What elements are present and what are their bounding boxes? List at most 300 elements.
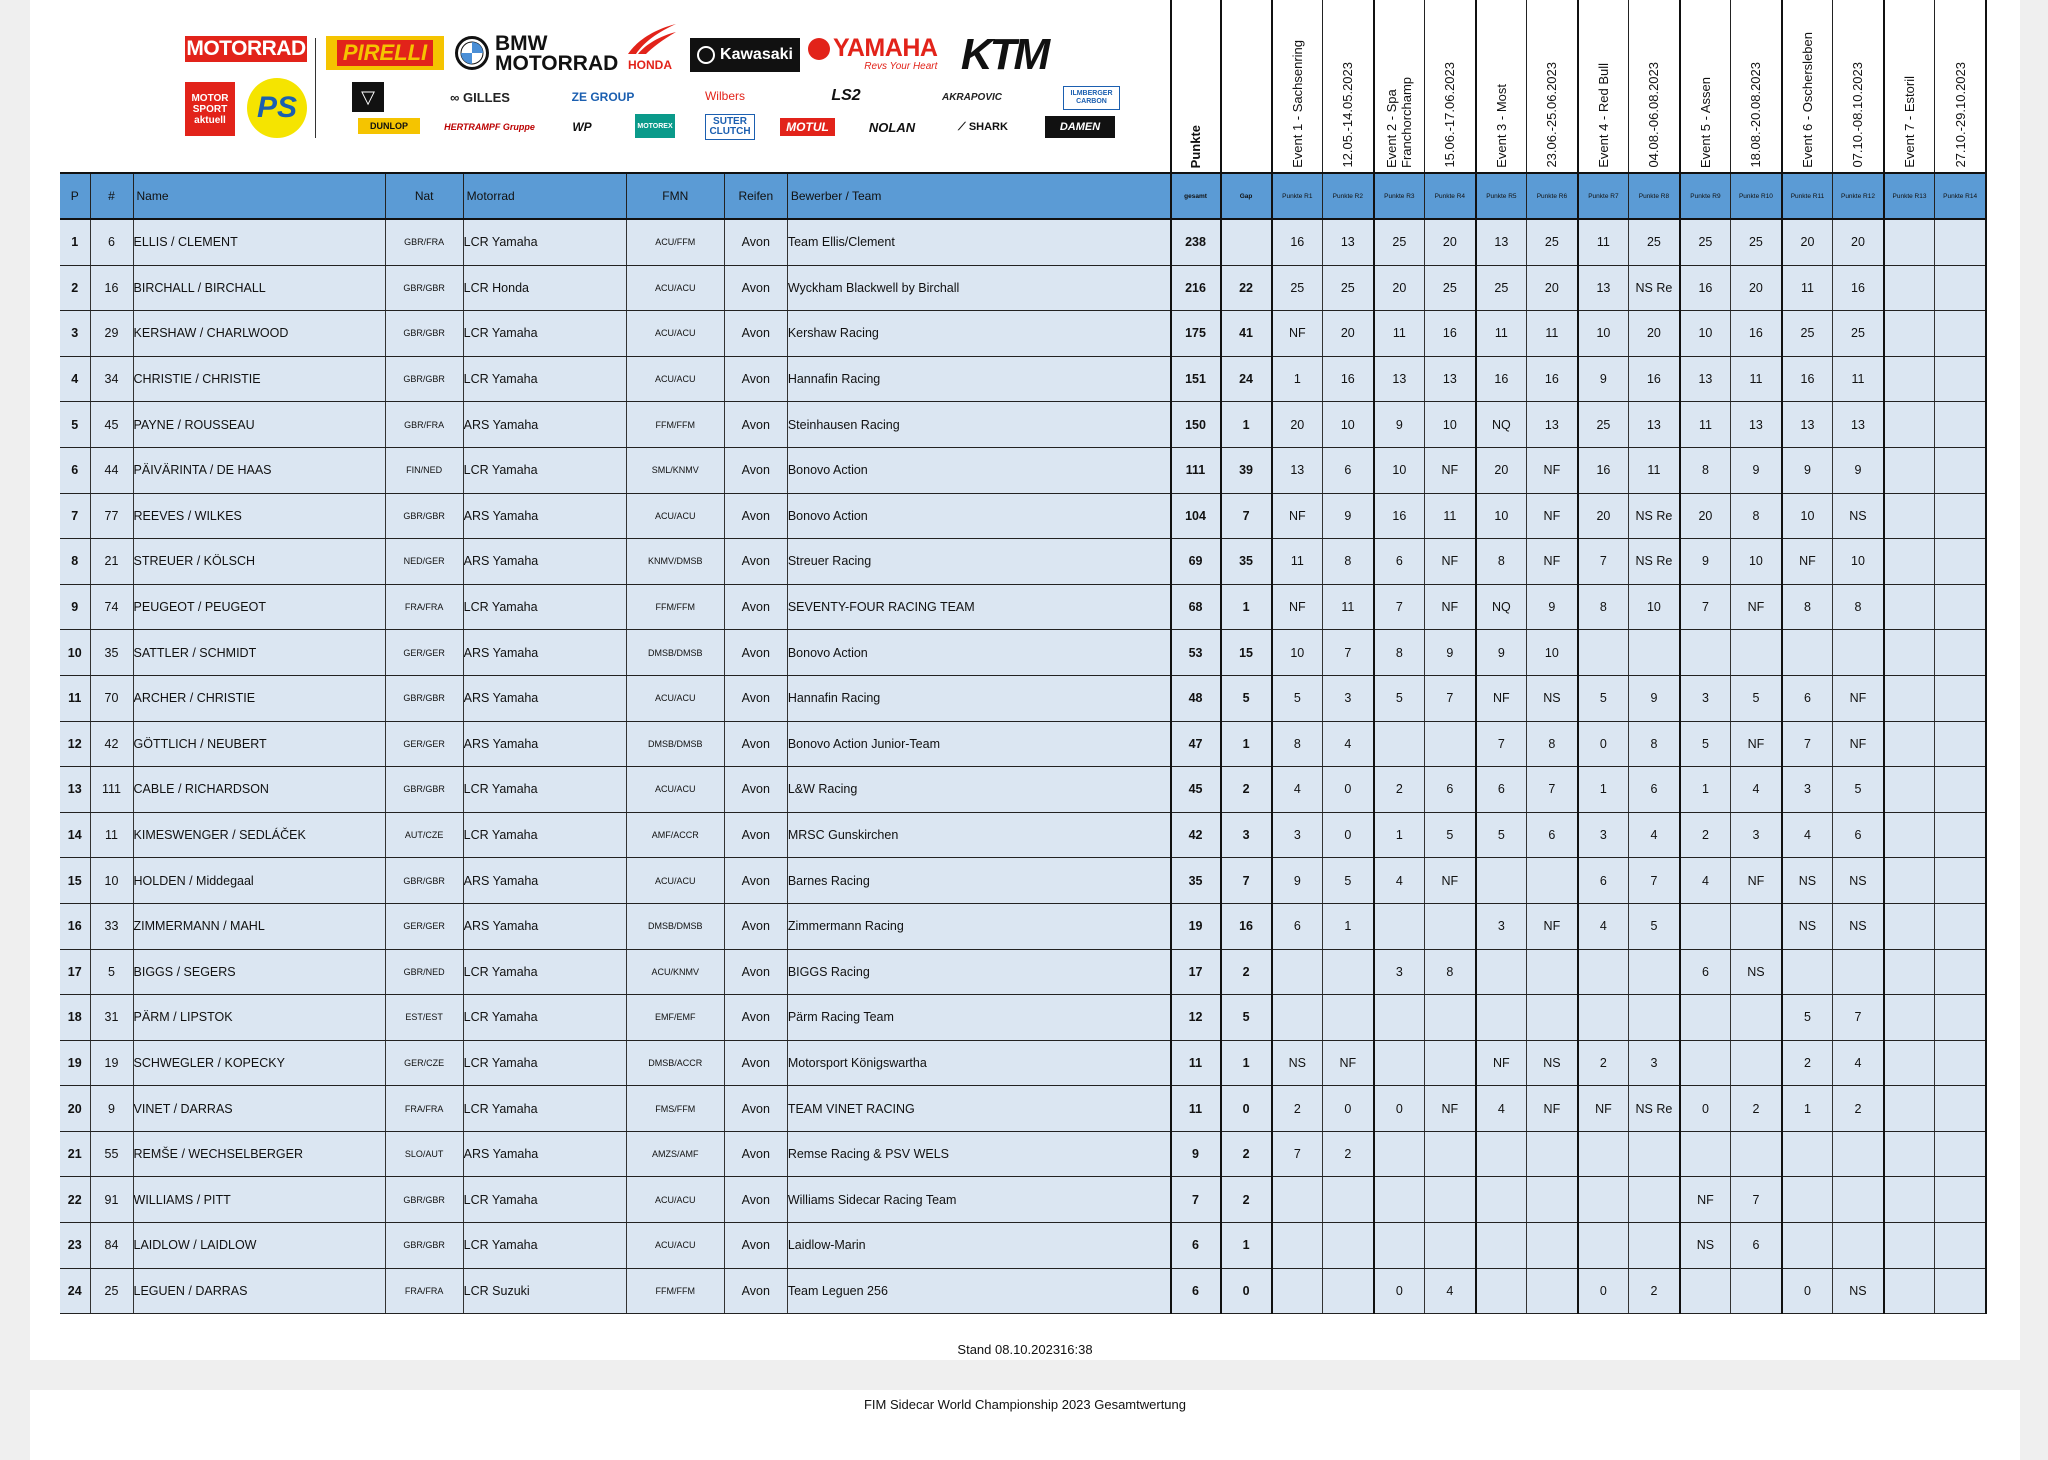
table-row [60, 311, 1986, 357]
fmn-cell: DMSB/DMSB [626, 630, 724, 676]
race-points-cell: 5 [1731, 675, 1782, 721]
race-points-cell: 11 [1425, 493, 1476, 539]
race-points-cell: 9 [1578, 356, 1629, 402]
reifen-cell: Avon [724, 903, 787, 949]
col-r5: Punkte R5 [1476, 173, 1527, 219]
race-points-cell: 13 [1629, 402, 1680, 448]
position-cell: 4 [60, 356, 90, 402]
race-points-cell: NS [1833, 493, 1884, 539]
nat-cell: EST/EST [385, 995, 463, 1041]
race-points-cell [1578, 1223, 1629, 1269]
number-cell: 11 [90, 812, 133, 858]
race-points-cell [1782, 630, 1833, 676]
race-points-cell [1884, 1040, 1935, 1086]
race-points-cell: 1 [1680, 767, 1731, 813]
race-points-cell: 3 [1476, 903, 1527, 949]
col-reifen: Reifen [724, 173, 787, 219]
position-cell: 6 [60, 447, 90, 493]
race-points-cell: 3 [1323, 675, 1374, 721]
name-cell: ARCHER / CHRISTIE [133, 675, 385, 721]
race-points-cell: 13 [1680, 356, 1731, 402]
race-points-cell: 8 [1425, 949, 1476, 995]
team-cell: Bonovo Action [787, 447, 1170, 493]
race-points-cell: 9 [1374, 402, 1425, 448]
race-points-cell: 10 [1731, 539, 1782, 585]
name-cell: WILLIAMS / PITT [133, 1177, 385, 1223]
name-cell: LAIDLOW / LAIDLOW [133, 1223, 385, 1269]
race-points-cell: 4 [1272, 767, 1323, 813]
column-header-row [60, 173, 1986, 219]
race-points-cell: 25 [1731, 219, 1782, 265]
table-row [60, 1223, 1986, 1269]
name-cell: CHRISTIE / CHRISTIE [133, 356, 385, 402]
number-cell: 74 [90, 584, 133, 630]
race-points-cell [1731, 903, 1782, 949]
event-4-header: Event 4 - Red Bull [1578, 0, 1629, 173]
race-points-cell: 10 [1527, 630, 1578, 676]
race-points-cell: 8 [1680, 447, 1731, 493]
motorrad-cell: LCR Honda [463, 265, 626, 311]
race-points-cell: NF [1425, 447, 1476, 493]
race-points-cell [1833, 1223, 1884, 1269]
nat-cell: GBR/GBR [385, 675, 463, 721]
number-cell: 35 [90, 630, 133, 676]
position-cell: 8 [60, 539, 90, 585]
fmn-cell: ACU/ACU [626, 311, 724, 357]
motorrad-cell: LCR Yamaha [463, 311, 626, 357]
team-cell: Williams Sidecar Racing Team [787, 1177, 1170, 1223]
race-points-cell: 9 [1782, 447, 1833, 493]
reifen-cell: Avon [724, 812, 787, 858]
race-points-cell [1425, 1223, 1476, 1269]
number-cell: 25 [90, 1268, 133, 1314]
motorrad-cell: ARS Yamaha [463, 493, 626, 539]
triumph-icon: ▽ [352, 82, 384, 112]
race-points-cell: 20 [1782, 219, 1833, 265]
number-cell: 55 [90, 1131, 133, 1177]
race-points-cell [1935, 311, 1986, 357]
race-points-cell: 5 [1272, 675, 1323, 721]
race-points-cell: 16 [1680, 265, 1731, 311]
table-row [60, 1131, 1986, 1177]
total-points-cell: 175 [1171, 311, 1221, 357]
race-points-cell: 13 [1833, 402, 1884, 448]
race-points-cell [1884, 265, 1935, 311]
name-cell: PÄIVÄRINTA / DE HAAS [133, 447, 385, 493]
race-points-cell: 10 [1374, 447, 1425, 493]
name-cell: GÖTTLICH / NEUBERT [133, 721, 385, 767]
number-cell: 42 [90, 721, 133, 767]
event-1-dates: 12.05.-14.05.2023 [1323, 0, 1374, 173]
team-cell: Bonovo Action [787, 493, 1170, 539]
motorrad-cell: LCR Yamaha [463, 949, 626, 995]
race-points-cell: NF [1731, 584, 1782, 630]
motorrad-cell: ARS Yamaha [463, 858, 626, 904]
race-points-cell: 20 [1629, 311, 1680, 357]
number-cell: 33 [90, 903, 133, 949]
race-points-cell: 25 [1374, 219, 1425, 265]
race-points-cell [1629, 949, 1680, 995]
team-cell: Laidlow-Marin [787, 1223, 1170, 1269]
race-points-cell: 1 [1578, 767, 1629, 813]
race-points-cell [1935, 1131, 1986, 1177]
race-points-cell: 1 [1782, 1086, 1833, 1132]
race-points-cell: 16 [1578, 447, 1629, 493]
race-points-cell [1935, 721, 1986, 767]
yamaha-logo: YAMAHA Revs Your Heart [808, 34, 937, 72]
race-points-cell: NS Re [1629, 493, 1680, 539]
wp-suspension-logo: WP [572, 120, 592, 134]
team-cell: Kershaw Racing [787, 311, 1170, 357]
team-cell: Hannafin Racing [787, 675, 1170, 721]
fmn-cell: AMZS/AMF [626, 1131, 724, 1177]
race-points-cell: 7 [1629, 858, 1680, 904]
table-row [60, 447, 1986, 493]
race-points-cell [1731, 995, 1782, 1041]
race-points-cell: 5 [1374, 675, 1425, 721]
ilmberger-logo: ILMBERGER CARBON [1063, 86, 1120, 110]
race-points-cell: 11 [1272, 539, 1323, 585]
table-row [60, 995, 1986, 1041]
race-points-cell: 13 [1731, 402, 1782, 448]
race-points-cell: NF [1833, 675, 1884, 721]
race-points-cell [1884, 995, 1935, 1041]
race-points-cell [1374, 1131, 1425, 1177]
race-points-cell: 6 [1425, 767, 1476, 813]
race-points-cell: 7 [1272, 1131, 1323, 1177]
race-points-cell: 10 [1323, 402, 1374, 448]
race-points-cell [1884, 447, 1935, 493]
col-r12: Punkte R12 [1833, 173, 1884, 219]
col-r13: Punkte R13 [1884, 173, 1935, 219]
race-points-cell: 5 [1680, 721, 1731, 767]
race-points-cell: 2 [1833, 1086, 1884, 1132]
race-points-cell: NF [1833, 721, 1884, 767]
page-title: FIM Sidecar World Championship 2023 Gesamtwertung [863, 1397, 1187, 1412]
race-points-cell: 10 [1680, 311, 1731, 357]
race-points-cell: 13 [1323, 219, 1374, 265]
race-points-cell: 4 [1680, 858, 1731, 904]
motorrad-cell: ARS Yamaha [463, 402, 626, 448]
position-cell: 22 [60, 1177, 90, 1223]
fmn-cell: ACU/ACU [626, 675, 724, 721]
nat-cell: GBR/NED [385, 949, 463, 995]
race-points-cell: 2 [1374, 767, 1425, 813]
race-points-cell: NF [1680, 1177, 1731, 1223]
race-points-cell: 13 [1374, 356, 1425, 402]
race-points-cell: 20 [1833, 219, 1884, 265]
race-points-cell: 5 [1629, 903, 1680, 949]
race-points-cell [1476, 1268, 1527, 1314]
position-cell: 12 [60, 721, 90, 767]
number-cell: 16 [90, 265, 133, 311]
race-points-cell [1935, 356, 1986, 402]
ps-magazine-logo: PS [247, 78, 307, 138]
race-points-cell [1527, 995, 1578, 1041]
race-points-cell [1833, 1177, 1884, 1223]
position-cell: 5 [60, 402, 90, 448]
event-6-header: Event 6 - Oschersleben [1782, 0, 1833, 173]
race-points-cell: 20 [1527, 265, 1578, 311]
event-3-dates: 23.06.-25.06.2023 [1527, 0, 1578, 173]
number-cell: 10 [90, 858, 133, 904]
total-points-cell: 53 [1171, 630, 1221, 676]
total-points-cell: 19 [1171, 903, 1221, 949]
team-cell: L&W Racing [787, 767, 1170, 813]
shark-logo: ⟋ SHARK [958, 120, 1008, 133]
race-points-cell: 1 [1323, 903, 1374, 949]
race-points-cell [1884, 1268, 1935, 1314]
race-points-cell [1935, 903, 1986, 949]
race-points-cell: 0 [1323, 767, 1374, 813]
race-points-cell: NF [1425, 539, 1476, 585]
race-points-cell: 0 [1374, 1268, 1425, 1314]
race-points-cell [1935, 812, 1986, 858]
race-points-cell: NS [1833, 858, 1884, 904]
race-points-cell [1782, 1177, 1833, 1223]
race-points-cell [1935, 493, 1986, 539]
race-points-cell: NS [1272, 1040, 1323, 1086]
race-points-cell [1884, 721, 1935, 767]
race-points-cell: 3 [1272, 812, 1323, 858]
race-points-cell [1884, 493, 1935, 539]
race-points-cell: 6 [1680, 949, 1731, 995]
reifen-cell: Avon [724, 858, 787, 904]
stand-timestamp: Stand 08.10.202316:38 [957, 1342, 1093, 1357]
total-points-cell: 48 [1171, 675, 1221, 721]
race-points-cell: 8 [1323, 539, 1374, 585]
reifen-cell: Avon [724, 1223, 787, 1269]
race-points-cell [1884, 1131, 1935, 1177]
race-points-cell [1527, 1223, 1578, 1269]
race-points-cell [1629, 1223, 1680, 1269]
motorrad-cell: LCR Yamaha [463, 1177, 626, 1223]
race-points-cell [1629, 1177, 1680, 1223]
position-cell: 7 [60, 493, 90, 539]
col-r7: Punkte R7 [1578, 173, 1629, 219]
akrapovic-logo: AKRAPOVIC [941, 91, 1002, 103]
race-points-cell: 20 [1476, 447, 1527, 493]
gap-cell: 39 [1221, 447, 1272, 493]
team-cell: Hannafin Racing [787, 356, 1170, 402]
number-cell: 21 [90, 539, 133, 585]
number-cell: 84 [90, 1223, 133, 1269]
standings-page [30, 0, 2020, 1360]
number-cell: 9 [90, 1086, 133, 1132]
race-points-cell: NF [1476, 1040, 1527, 1086]
standings-table [60, 0, 1987, 1314]
gap-cell: 0 [1221, 1086, 1272, 1132]
reifen-cell: Avon [724, 949, 787, 995]
col-nat: Nat [385, 173, 463, 219]
number-cell: 5 [90, 949, 133, 995]
gap-cell: 2 [1221, 1131, 1272, 1177]
race-points-cell: 6 [1578, 858, 1629, 904]
gap-cell: 16 [1221, 903, 1272, 949]
bmw-roundel-icon [455, 36, 489, 70]
reifen-cell: Avon [724, 1086, 787, 1132]
nat-cell: GBR/GBR [385, 356, 463, 402]
total-points-cell: 111 [1171, 447, 1221, 493]
total-points-cell: 35 [1171, 858, 1221, 904]
suter-clutch-logo: SUTER CLUTCH [705, 114, 755, 140]
nat-cell: GBR/GBR [385, 493, 463, 539]
race-points-cell [1323, 995, 1374, 1041]
race-points-cell [1578, 1177, 1629, 1223]
race-points-cell: 9 [1680, 539, 1731, 585]
race-points-cell: NF [1527, 1086, 1578, 1132]
position-cell: 14 [60, 812, 90, 858]
team-cell: Wyckham Blackwell by Birchall [787, 265, 1170, 311]
fmn-cell: ACU/FFM [626, 219, 724, 265]
race-points-cell [1425, 721, 1476, 767]
gap-cell: 1 [1221, 1223, 1272, 1269]
reifen-cell: Avon [724, 539, 787, 585]
race-points-cell [1374, 903, 1425, 949]
motorrad-cell: LCR Yamaha [463, 356, 626, 402]
name-cell: HOLDEN / Middegaal [133, 858, 385, 904]
race-points-cell: 11 [1476, 311, 1527, 357]
race-points-cell: 7 [1527, 767, 1578, 813]
team-cell: Streuer Racing [787, 539, 1170, 585]
race-points-cell [1323, 1177, 1374, 1223]
race-points-cell: 13 [1272, 447, 1323, 493]
race-points-cell: 11 [1578, 219, 1629, 265]
col-number: # [90, 173, 133, 219]
race-points-cell: NF [1476, 675, 1527, 721]
race-points-cell: 2 [1782, 1040, 1833, 1086]
race-points-cell: 5 [1425, 812, 1476, 858]
nat-cell: GBR/GBR [385, 767, 463, 813]
event-1-header: Event 1 - Sachsenring [1272, 0, 1323, 173]
race-points-cell [1272, 1177, 1323, 1223]
race-points-cell [1476, 995, 1527, 1041]
event-2-header: Event 2 - Spa Franchorchamp [1374, 0, 1425, 173]
name-cell: PÄRM / LIPSTOK [133, 995, 385, 1041]
reifen-cell: Avon [724, 311, 787, 357]
position-cell: 17 [60, 949, 90, 995]
nat-cell: AUT/CZE [385, 812, 463, 858]
race-points-cell: NF [1323, 1040, 1374, 1086]
fmn-cell: DMSB/DMSB [626, 903, 724, 949]
motorrad-cell: LCR Yamaha [463, 1223, 626, 1269]
race-points-cell: 5 [1833, 767, 1884, 813]
race-points-cell: 16 [1272, 219, 1323, 265]
race-points-cell [1884, 219, 1935, 265]
name-cell: BIRCHALL / BIRCHALL [133, 265, 385, 311]
team-cell: Pärm Racing Team [787, 995, 1170, 1041]
position-cell: 13 [60, 767, 90, 813]
race-points-cell: 25 [1323, 265, 1374, 311]
race-points-cell: 5 [1782, 995, 1833, 1041]
race-points-cell [1272, 949, 1323, 995]
nat-cell: GBR/GBR [385, 1177, 463, 1223]
number-cell: 34 [90, 356, 133, 402]
race-points-cell [1884, 402, 1935, 448]
number-cell: 91 [90, 1177, 133, 1223]
reifen-cell: Avon [724, 402, 787, 448]
race-points-cell [1374, 1223, 1425, 1269]
race-points-cell: 11 [1782, 265, 1833, 311]
race-points-cell: 8 [1476, 539, 1527, 585]
race-points-cell: 3 [1374, 949, 1425, 995]
table-row [60, 1268, 1986, 1314]
fmn-cell: ACU/ACU [626, 356, 724, 402]
bmw-motorrad-logo: BMW MOTORRAD [495, 32, 619, 75]
table-row [60, 584, 1986, 630]
name-cell: VINET / DARRAS [133, 1086, 385, 1132]
race-points-cell: 4 [1476, 1086, 1527, 1132]
event-7-header: Event 7 - Estoril [1884, 0, 1935, 173]
race-points-cell: 10 [1833, 539, 1884, 585]
race-points-cell: 13 [1782, 402, 1833, 448]
race-points-cell: 16 [1782, 356, 1833, 402]
table-row [60, 1177, 1986, 1223]
race-points-cell: 9 [1272, 858, 1323, 904]
position-cell: 11 [60, 675, 90, 721]
race-points-cell: 5 [1476, 812, 1527, 858]
race-points-cell: 6 [1527, 812, 1578, 858]
event-2-dates: 15.06.-17.06.2023 [1425, 0, 1476, 173]
race-points-cell [1680, 1268, 1731, 1314]
race-points-cell: NS Re [1629, 265, 1680, 311]
motorrad-cell: LCR Yamaha [463, 219, 626, 265]
race-points-cell [1782, 949, 1833, 995]
nat-cell: GER/GER [385, 630, 463, 676]
race-points-cell [1578, 995, 1629, 1041]
team-cell: Zimmermann Racing [787, 903, 1170, 949]
col-r10: Punkte R10 [1731, 173, 1782, 219]
nat-cell: GER/GER [385, 903, 463, 949]
race-points-cell: 2 [1629, 1268, 1680, 1314]
race-points-cell: 16 [1833, 265, 1884, 311]
race-points-cell: NS [1833, 1268, 1884, 1314]
race-points-cell: 10 [1272, 630, 1323, 676]
race-points-cell: 13 [1578, 265, 1629, 311]
race-points-cell: 25 [1680, 219, 1731, 265]
motorrad-cell: ARS Yamaha [463, 1131, 626, 1177]
table-row [60, 402, 1986, 448]
race-points-cell: NF [1272, 584, 1323, 630]
event-5-dates: 18.08.-20.08.2023 [1731, 0, 1782, 173]
race-points-cell: 3 [1680, 675, 1731, 721]
col-r9: Punkte R9 [1680, 173, 1731, 219]
gap-cell: 5 [1221, 675, 1272, 721]
name-cell: REEVES / WILKES [133, 493, 385, 539]
col-r8: Punkte R8 [1629, 173, 1680, 219]
gap-cell: 35 [1221, 539, 1272, 585]
race-points-cell [1833, 1131, 1884, 1177]
gilles-logo: ∞ GILLES [450, 89, 510, 105]
table-row [60, 903, 1986, 949]
race-points-cell [1935, 995, 1986, 1041]
event-6-dates: 07.10.-08.10.2023 [1833, 0, 1884, 173]
fmn-cell: ACU/ACU [626, 1177, 724, 1223]
race-points-cell [1629, 1131, 1680, 1177]
reifen-cell: Avon [724, 675, 787, 721]
table-row [60, 356, 1986, 402]
race-points-cell [1578, 949, 1629, 995]
col-r11: Punkte R11 [1782, 173, 1833, 219]
name-cell: SATTLER / SCHMIDT [133, 630, 385, 676]
race-points-cell: 11 [1833, 356, 1884, 402]
race-points-cell: 9 [1527, 584, 1578, 630]
race-points-cell [1833, 949, 1884, 995]
race-points-cell [1884, 1223, 1935, 1269]
fmn-cell: ACU/KNMV [626, 949, 724, 995]
race-points-cell [1884, 903, 1935, 949]
total-points-cell: 17 [1171, 949, 1221, 995]
